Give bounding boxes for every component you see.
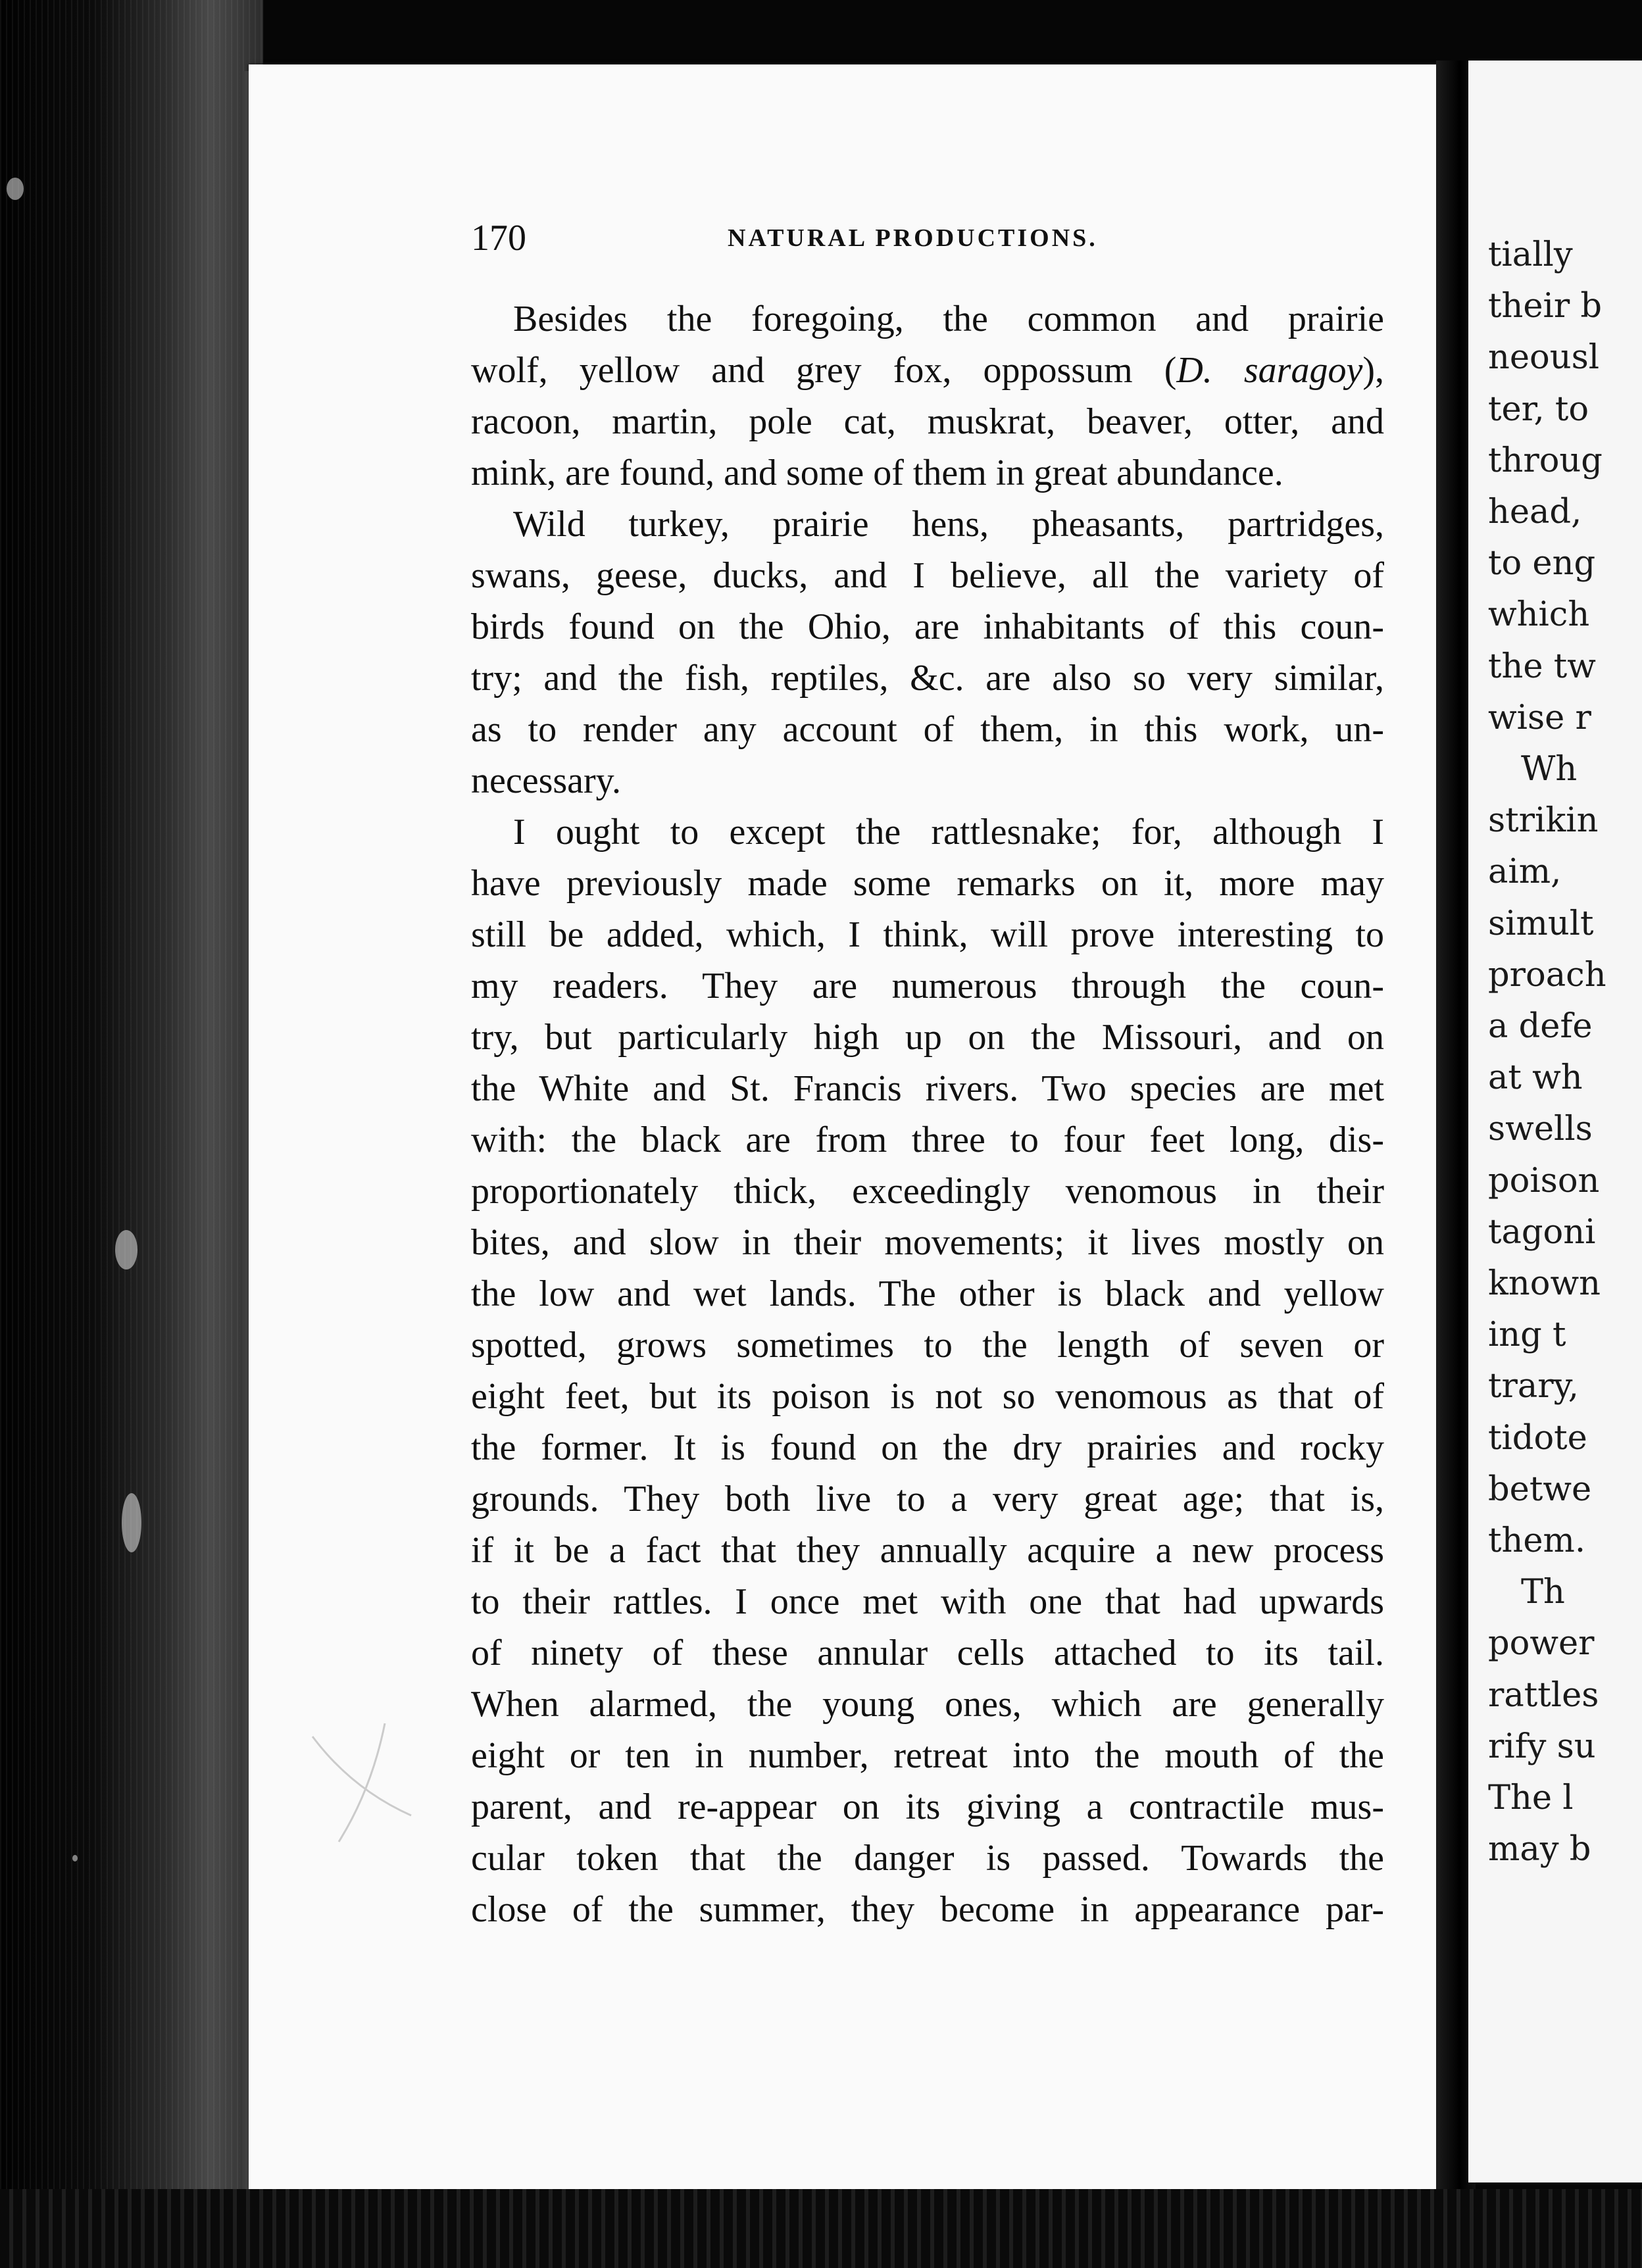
- text-line: cular token that the danger is passed. Towards the: [471, 1838, 1384, 1879]
- text-line: eight or ten in number, retreat into the mouth of the: [471, 1735, 1384, 1776]
- facing-page-line: Wh: [1521, 750, 1578, 789]
- facing-page-line: tially: [1488, 235, 1573, 274]
- facing-page: [1468, 61, 1642, 2182]
- text-line: racoon, martin, pole cat, muskrat, beaver, otter, and: [471, 401, 1384, 442]
- facing-page-line: a defe: [1488, 1007, 1593, 1046]
- text-line: eight feet, but its poison is not so venomous as that of: [471, 1376, 1384, 1417]
- facing-page-line: head,: [1488, 493, 1582, 531]
- text-line: try; and the fish, reptiles, &c. are also so very similar,: [471, 658, 1384, 699]
- facing-page-line: rattles: [1488, 1675, 1599, 1715]
- facing-page-line: their b: [1488, 287, 1603, 326]
- text-line: if it be a fact that they annually acquire a new process: [471, 1530, 1384, 1571]
- text-line: the White and St. Francis rivers. Two species are met: [471, 1068, 1384, 1109]
- text-line: close of the summer, they become in appearance par-: [471, 1889, 1384, 1930]
- text-line: try, but particularly high up on the Missouri, and on: [471, 1017, 1384, 1058]
- facing-page-line: neousl: [1488, 338, 1600, 378]
- text-line: bites, and slow in their movements; it lives mostly on: [471, 1222, 1384, 1263]
- facing-page-line: proach: [1488, 955, 1606, 995]
- text-line: my readers. They are numerous through the coun-: [471, 966, 1384, 1006]
- text-line: the low and wet lands. The other is black and yellow: [471, 1273, 1384, 1314]
- body-text: [471, 293, 1384, 1935]
- text-line: the former. It is found on the dry prairies and rocky: [471, 1427, 1384, 1468]
- facing-page-line: throug: [1488, 441, 1603, 480]
- text-line: Besides the foregoing, the common and prairie: [513, 299, 1384, 339]
- text-line: birds found on the Ohio, are inhabitants of this coun-: [471, 606, 1384, 647]
- facing-page-line: rify su: [1488, 1727, 1596, 1766]
- facing-page-line: Th: [1521, 1573, 1565, 1612]
- facing-page-line: the tw: [1488, 647, 1596, 686]
- facing-page-line: poison: [1488, 1161, 1600, 1200]
- facing-page-line: known: [1488, 1264, 1601, 1303]
- binding-speck: [72, 1855, 78, 1861]
- text-line: with: the black are from three to four feet long, dis-: [471, 1120, 1384, 1160]
- facing-page-line: swells: [1488, 1110, 1593, 1149]
- text-line: necessary.: [471, 760, 622, 801]
- facing-page-line: them.: [1488, 1521, 1586, 1560]
- facing-page-line: ing t: [1488, 1316, 1566, 1355]
- text-line: mink, are found, and some of them in great abundance.: [471, 453, 1283, 493]
- book-binding-edge: [0, 0, 263, 2268]
- facing-page-line: aim,: [1488, 852, 1562, 892]
- facing-page-line: trary,: [1488, 1367, 1579, 1406]
- facing-page-line: betwe: [1488, 1469, 1592, 1509]
- text-line: have previously made some remarks on it, more may: [471, 863, 1384, 904]
- running-head: NATURAL PRODUCTIONS.: [728, 224, 1098, 252]
- text-line: spotted, grows sometimes to the length of seven or: [471, 1325, 1384, 1366]
- binding-speck: [115, 1230, 137, 1270]
- facing-page-line: The l: [1488, 1779, 1574, 1817]
- page-number: 170: [471, 218, 526, 259]
- binding-speck: [7, 178, 24, 200]
- facing-page-line: to eng: [1488, 544, 1596, 583]
- facing-page-line: simult: [1488, 904, 1594, 943]
- text-line: to their rattles. I once met with one that had upwards: [471, 1581, 1384, 1622]
- text-line: I ought to except the rattlesnake; for, although I: [513, 812, 1384, 852]
- text-line: grounds. They both live to a very great age; that is,: [471, 1479, 1384, 1519]
- facing-page-line: may b: [1488, 1830, 1591, 1869]
- scan-bottom-edge: [0, 2189, 1642, 2268]
- text-line: swans, geese, ducks, and I believe, all the variety of: [471, 555, 1384, 596]
- facing-page-line: tidote: [1488, 1418, 1587, 1458]
- text-line: wolf, yellow and grey fox, oppossum (D. saragoy),: [471, 350, 1384, 391]
- facing-page-line: ter, to: [1488, 389, 1589, 429]
- text-line: parent, and re-appear on its giving a contractile mus-: [471, 1787, 1384, 1827]
- text-line: Wild turkey, prairie hens, pheasants, partridges,: [513, 504, 1384, 545]
- facing-page-line: power: [1488, 1624, 1595, 1664]
- text-line: as to render any account of them, in this work, un-: [471, 709, 1384, 750]
- binding-speck: [122, 1493, 141, 1552]
- facing-page-line: strikin: [1488, 801, 1599, 841]
- text-line: When alarmed, the young ones, which are generally: [471, 1684, 1384, 1725]
- facing-page-line: tagoni: [1488, 1212, 1596, 1252]
- text-line: of ninety of these annular cells attached to its tail.: [471, 1633, 1384, 1673]
- pencil-mark: [299, 1710, 431, 1855]
- text-line: still be added, which, I think, will prove interesting to: [471, 914, 1384, 955]
- text-line: proportionately thick, exceedingly venomous in their: [471, 1171, 1384, 1212]
- facing-page-line: which: [1488, 595, 1590, 635]
- page-header: [471, 217, 1384, 257]
- facing-page-line: wise r: [1488, 698, 1591, 737]
- facing-page-line: at wh: [1488, 1058, 1583, 1098]
